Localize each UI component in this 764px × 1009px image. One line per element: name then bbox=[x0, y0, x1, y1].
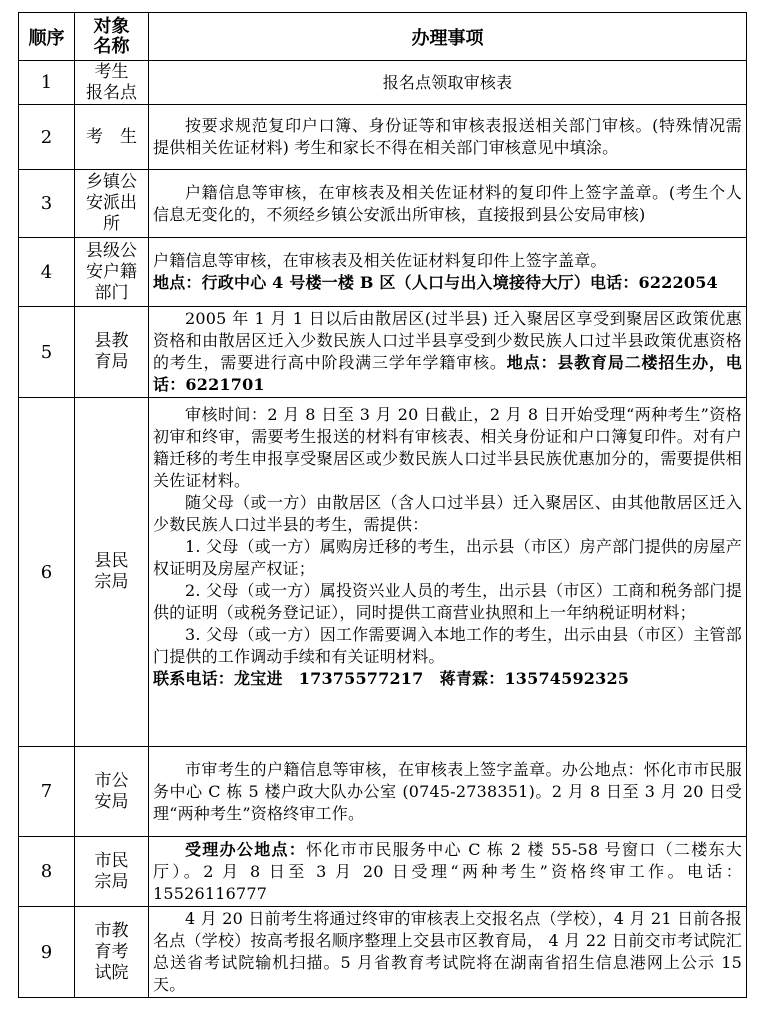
row-org-line: 安派出 bbox=[86, 193, 137, 213]
content-text: 随父母（或一方）由散居区（含人口过半县）迁入聚居区、由其他散居区迁入少数民族人口过半县的考生，需提供： bbox=[153, 492, 742, 534]
table-row bbox=[19, 307, 747, 398]
row-org-line: 乡镇公 bbox=[86, 172, 137, 192]
content-text: 市审考生的户籍信息等审核，在审核表上签字盖章。办公地点：怀化市市民服务中心 C 栋 5 楼户政大队办公室 (0745-2738351)。2 月 8 日至 3 月 20 日受理“两种考生”资格终审工作。 bbox=[153, 759, 742, 823]
row-content-text bbox=[149, 307, 746, 397]
row-org bbox=[75, 837, 149, 907]
table-row bbox=[19, 837, 747, 907]
row-content bbox=[149, 105, 747, 170]
table-header-row bbox=[19, 13, 747, 61]
row-org-line: 考生 bbox=[94, 61, 129, 82]
header-org bbox=[75, 13, 149, 61]
row-org-line: 宗局 bbox=[94, 871, 129, 892]
content-line: 报名点领取审核表 bbox=[382, 72, 513, 92]
content-paragraph bbox=[153, 759, 742, 825]
row-content-text bbox=[149, 907, 746, 997]
document-page bbox=[18, 12, 746, 998]
content-bold-line: 联系电话：龙宝进 17375577217 蒋青霖：13574592325 bbox=[153, 668, 630, 688]
row-org bbox=[75, 105, 149, 170]
row-org-line: 试院 bbox=[94, 962, 129, 983]
row-org bbox=[75, 747, 149, 837]
content-paragraph bbox=[153, 404, 742, 492]
row-content bbox=[149, 238, 747, 307]
row-org-line: 部门 bbox=[94, 282, 129, 303]
row-org-line: 市公 bbox=[94, 770, 129, 791]
table-row bbox=[19, 105, 747, 170]
content-bold-tail: 地点：县教育局二楼招生办，电话：6221701 bbox=[153, 353, 742, 394]
content-text: 户籍信息等审核，在审核表及相关佐证材料复印件上签字盖章。 bbox=[153, 251, 607, 270]
content-paragraph bbox=[153, 308, 742, 396]
row-content bbox=[149, 398, 747, 747]
row-org-line: 报名点 bbox=[86, 82, 137, 103]
content-paragraph bbox=[153, 536, 742, 580]
row-org-line: 县教 bbox=[94, 331, 129, 351]
row-content-text bbox=[149, 403, 746, 742]
row-content bbox=[149, 747, 747, 837]
content-paragraph bbox=[153, 908, 742, 996]
row-org-line: 所 bbox=[103, 214, 120, 234]
table-row bbox=[19, 170, 747, 238]
table-row bbox=[19, 238, 747, 307]
procedure-table bbox=[18, 12, 747, 998]
row-seq: 8 bbox=[19, 837, 75, 907]
content-text: 审核时间：2 月 8 日至 3 月 20 日截止，2 月 8 日开始受理“两种考生”资格初审和终审，需要考生报送的材料有审核表、相关身份证和户口簿复印件。对有户籍迁移的考生申报享受聚居区或少数民族人口过半县民族优惠加分的，需要提供相关佐证材料。 bbox=[153, 404, 742, 490]
row-seq: 1 bbox=[19, 61, 75, 105]
row-seq: 6 bbox=[19, 398, 75, 747]
row-org bbox=[75, 238, 149, 307]
content-text: 2. 父母（或一方）属投资兴业人员的考生，出示县（市区）工商和税务部门提供的证明（或税务登记证），同时提供工商营业执照和上一年纳税证明材料； bbox=[153, 580, 742, 622]
content-bold-head: 受理办公地点： bbox=[185, 839, 307, 859]
row-content bbox=[149, 837, 747, 907]
header-item: 办理事项 bbox=[149, 13, 747, 61]
row-org-line: 安局 bbox=[94, 791, 129, 812]
row-seq: 3 bbox=[19, 170, 75, 238]
row-seq: 5 bbox=[19, 307, 75, 398]
table-row bbox=[19, 907, 747, 998]
row-content-text bbox=[149, 838, 746, 906]
row-seq: 4 bbox=[19, 238, 75, 307]
header-org-line1: 对象 bbox=[93, 15, 130, 37]
row-org-line: 市教 bbox=[94, 920, 129, 941]
content-text: 2005 年 1 月 1 日以后由散居区(过半县) 迁入聚居区享受到聚居区政策优惠资格和由散居区迁入少数民族人口过半县享受到少数民族人口过半县政策优惠资格的考生，需要进行高中阶段满三学年学籍审核。 bbox=[153, 309, 742, 372]
row-org bbox=[75, 907, 149, 998]
content-text: 1. 父母（或一方）属购房迁移的考生，出示县（市区）房产部门提供的房屋产权证明及房屋产权证； bbox=[153, 536, 742, 578]
content-paragraph bbox=[153, 580, 742, 624]
content-paragraph bbox=[153, 492, 742, 536]
row-org bbox=[75, 398, 149, 747]
row-content-text bbox=[149, 181, 746, 227]
row-org-line: 县民 bbox=[94, 551, 129, 571]
row-content bbox=[149, 307, 747, 398]
row-org-line: 县级公 bbox=[86, 240, 137, 261]
content-paragraph bbox=[153, 839, 742, 905]
content-text: 按要求规范复印户口簿、身份证等和审核表报送相关部门审核。(特殊情况需提供相关佐证材料) 考生和家长不得在相关部门审核意见中填涂。 bbox=[153, 116, 742, 157]
row-org-line: 宗局 bbox=[94, 572, 129, 592]
row-content-text bbox=[149, 758, 746, 826]
row-seq: 9 bbox=[19, 907, 75, 998]
row-content-text bbox=[149, 114, 746, 160]
row-content bbox=[149, 61, 747, 105]
row-content bbox=[149, 907, 747, 998]
table-row bbox=[19, 747, 747, 837]
content-paragraph bbox=[153, 182, 742, 226]
content-paragraph bbox=[153, 250, 742, 272]
row-org-line: 育局 bbox=[94, 352, 129, 372]
row-org bbox=[75, 61, 149, 105]
row-seq: 7 bbox=[19, 747, 75, 837]
row-seq: 2 bbox=[19, 105, 75, 170]
content-paragraph bbox=[153, 115, 742, 159]
content-bold-line: 地点：行政中心 4 号楼一楼 B 区（人口与出入境接待大厅）电话：6222054 bbox=[153, 273, 718, 292]
header-org-line2: 名称 bbox=[93, 35, 130, 57]
content-text: 户籍信息等审核，在审核表及相关佐证材料的复印件上签字盖章。(考生个人信息无变化的，不须经乡镇公安派出所审核，直接报到县公安局审核) bbox=[153, 182, 742, 224]
content-text: 4 月 20 日前考生将通过终审的审核表上交报名点（学校），4 月 21 日前各报名点（学校）按高考报名顺序整理上交县市区教育局， 4 月 22 日前交市考试院汇总送省考试院输机扫描。5 月省教育考试院将在湖南省招生信息港网上公示 15 天。 bbox=[153, 909, 742, 994]
content-paragraph bbox=[153, 624, 742, 668]
row-org bbox=[75, 307, 149, 398]
content-text: 怀化市市民服务中心 C 栋 2 楼 55-58 号窗口（二楼东大厅）。2 月 8 日至 3 月 20 日受理“两种考生”资格终审工作。电话：15526116777 bbox=[153, 839, 742, 903]
row-content bbox=[149, 170, 747, 238]
row-content-text bbox=[149, 71, 746, 95]
row-org-line: 市民 bbox=[94, 850, 129, 871]
row-org-line: 育考 bbox=[94, 941, 129, 962]
row-org-line: 安户籍 bbox=[86, 261, 137, 282]
header-seq: 顺序 bbox=[19, 13, 75, 61]
table-row bbox=[19, 398, 747, 747]
row-content-text bbox=[149, 249, 746, 295]
row-org bbox=[75, 170, 149, 238]
table-row bbox=[19, 61, 747, 105]
row-org-line: 考 生 bbox=[86, 126, 137, 147]
content-text: 3. 父母（或一方）因工作需要调入本地工作的考生，出示由县（市区）主管部门提供的工作调动手续和有关证明材料。 bbox=[153, 624, 742, 666]
